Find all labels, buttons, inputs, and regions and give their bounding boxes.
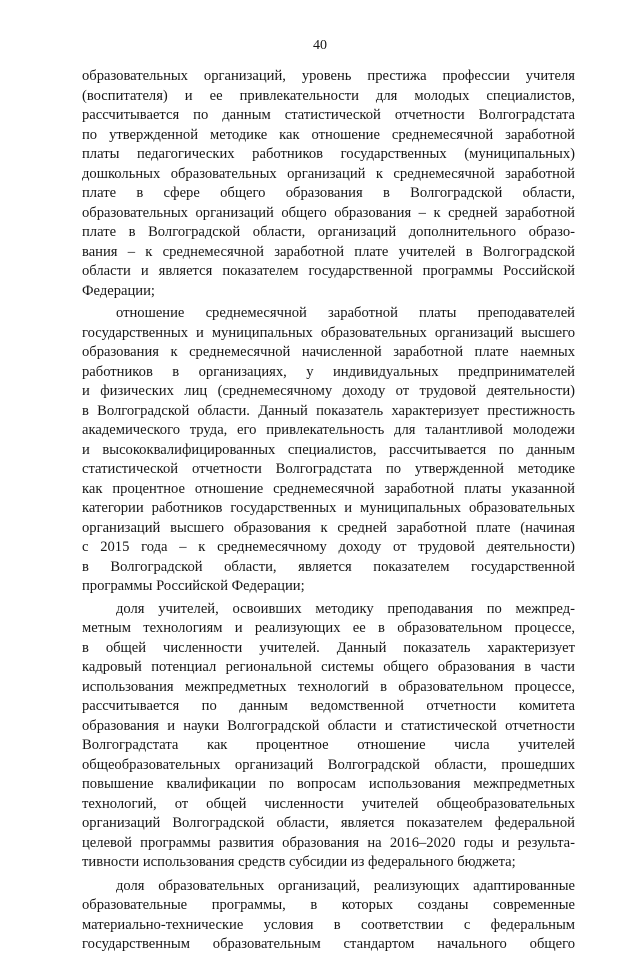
text-line: образования и науки Волгоградской области и статистической отчетности — [82, 717, 575, 734]
text-line: повышение квалификации по вопросам использования межпредметных — [82, 776, 575, 792]
text-line: дошкольных образовательных организаций к среднемесячной заработной — [82, 165, 575, 182]
text-line: образования к среднемесячной начисленной заработной плате наемных — [82, 344, 575, 360]
page-number: 40 — [313, 38, 327, 53]
text-line: государственных и муниципальных образовательных организаций высшего — [82, 324, 575, 341]
text-line: программы Российской Федерации; — [82, 578, 305, 594]
text-line: рассчитывается по данным ведомственной отчетности комитета — [82, 698, 575, 714]
text-line: с 2015 года – к среднемесячному доходу от трудовой деятельности) — [82, 539, 575, 555]
text-line: и физических лиц (среднемесячному доходу от трудовой деятельности) — [82, 383, 575, 399]
text-line: и высококвалифицированных специалистов, рассчитывается по данным — [82, 441, 575, 458]
text-line: плате в сфере общего образования в Волгоградской области, — [82, 185, 575, 201]
text-line: академического труда, его привлекательность для талантливой молодежи — [82, 422, 575, 438]
text-line: статистической отчетности Волгоградстата по утвержденной методике — [82, 461, 575, 477]
text-line: технологий, от общей численности учителей общеобразовательных — [82, 795, 575, 812]
text-line: в Волгоградской области, является показателем государственной — [82, 558, 575, 575]
text-line: рассчитывается по данным статистической отчетности Волгоградстата — [82, 107, 575, 123]
text-line: организаций высшего образования к средней заработной плате (начиная — [82, 519, 575, 536]
text-line: образовательные программы, в которых созданы современные — [82, 897, 575, 913]
text-line: государственным образовательным стандартом начального общего — [82, 936, 575, 952]
text-line: материально-технические условия в соответствии с федеральным — [82, 916, 575, 933]
text-line: организаций Волгоградской области, является показателем федеральной — [82, 815, 575, 831]
text-line: плате в Волгоградской области, организаций дополнительного образо- — [82, 224, 575, 240]
text-line: в Волгоградской области. Данный показатель характеризует престижность — [82, 402, 575, 419]
text-line: по утвержденной методике как отношение среднемесячной заработной — [82, 126, 575, 143]
text-line: общеобразовательных организаций Волгоградской области, прошедших — [82, 756, 575, 773]
paragraph — [82, 877, 575, 955]
text-line: вания – к среднемесячной заработной плате учителей в Волгоградской — [82, 243, 575, 260]
text-line: работников в организациях, у индивидуальных предпринимателей — [82, 363, 575, 380]
text-line: кадровый потенциал региональной системы общего образования в части — [82, 659, 575, 675]
paragraph — [82, 600, 575, 873]
text-line: метным технологиям и реализующих ее в образовательном процессе, — [82, 620, 575, 636]
text-line: образовательных организаций общего образования – к средней заработной — [82, 204, 575, 221]
text-line: отношение среднемесячной заработной платы преподавателей — [116, 305, 575, 321]
paragraph — [82, 304, 575, 597]
text-line: доля образовательных организаций, реализующих адаптированные — [116, 877, 575, 894]
paragraph — [82, 67, 575, 301]
text-line: целевой программы развития образования на 2016–2020 годы и результа- — [82, 834, 575, 851]
text-line: использования межпредметных технологий в образовательном процессе, — [82, 678, 575, 695]
text-line: (воспитателя) и ее привлекательности для молодых специалистов, — [82, 87, 575, 104]
text-line: образовательных организаций, уровень престижа профессии учителя — [82, 68, 575, 84]
body-text — [82, 67, 575, 955]
text-line: как процентное отношение среднемесячной заработной платы указанной — [82, 480, 575, 497]
text-line: Волгоградстата как процентное отношение числа учителей — [82, 737, 575, 753]
text-line: доля учителей, освоивших методику преподавания по межпред- — [116, 600, 575, 617]
text-line: в общей численности учителей. Данный показатель характеризует — [82, 639, 575, 656]
text-line: платы педагогических работников государственных (муниципальных) — [82, 146, 575, 162]
text-line: Федерации; — [82, 282, 155, 299]
text-line: категории работников государственных и муниципальных образовательных — [82, 500, 575, 516]
text-line: области и является показателем государственной программы Российской — [82, 263, 575, 279]
text-line: тивности использования средств субсидии из федерального бюджета; — [82, 854, 516, 870]
